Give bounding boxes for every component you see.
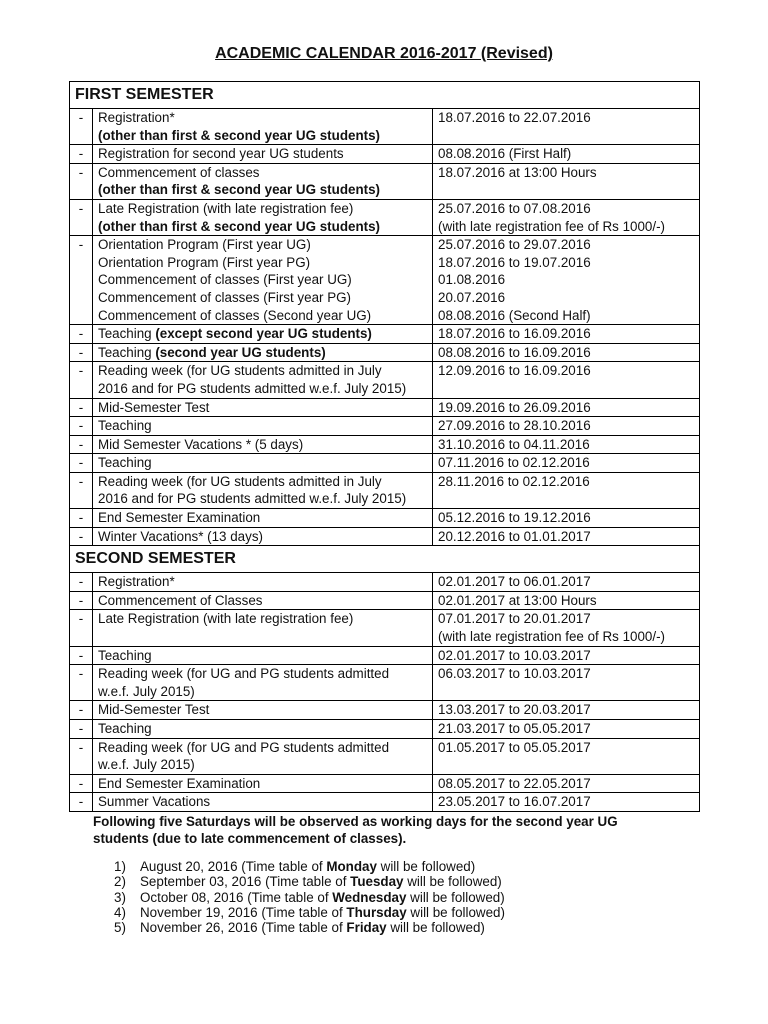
date-line: 21.03.2017 to 05.05.2017 [438, 721, 591, 736]
event-description [93, 509, 433, 528]
date-line: 07.11.2016 to 02.12.2016 [438, 455, 590, 471]
description-line [98, 775, 427, 793]
event-date [433, 701, 700, 720]
row-marker: - [70, 163, 93, 199]
event-date [433, 454, 700, 473]
row-marker: - [70, 573, 93, 592]
date-line: 19.09.2016 to 26.09.2016 [438, 399, 591, 415]
event-description [93, 610, 433, 646]
date-line: 01.08.2016 [438, 272, 506, 288]
description-bold-text: (other than first & second year UG students) [98, 127, 380, 143]
description-line [98, 756, 427, 774]
description-line [98, 509, 427, 527]
date-line: 23.05.2017 to 16.07.2017 [438, 794, 591, 810]
event-date [433, 398, 700, 417]
row-marker: - [70, 435, 93, 454]
description-bold-text: (other than first & second year UG students) [98, 218, 380, 234]
date-line: 31.10.2016 to 04.11.2016 [438, 436, 590, 452]
event-description [93, 109, 433, 145]
event-date [433, 720, 700, 739]
description-line [98, 417, 427, 435]
row-marker: - [70, 343, 93, 362]
description-text: Commencement of classes [98, 164, 260, 180]
list-item [114, 905, 505, 920]
description-line [98, 739, 427, 757]
description-line [98, 380, 427, 398]
date-line: 05.12.2016 to 19.12.2016 [438, 510, 591, 526]
row-marker: - [70, 591, 93, 610]
description-line [98, 307, 427, 325]
date-line: 20.12.2016 to 01.01.2017 [438, 528, 591, 544]
description-text: Orientation Program (First year UG) [98, 237, 311, 253]
event-description [93, 738, 433, 774]
event-description [93, 701, 433, 720]
date-line: 28.11.2016 to 02.12.2016 [438, 473, 590, 489]
event-description [93, 454, 433, 473]
list-item [114, 890, 505, 905]
row-marker: - [70, 109, 93, 145]
date-line: 18.07.2016 to 19.07.2016 [438, 254, 591, 270]
event-date [433, 362, 700, 398]
description-line [98, 399, 427, 417]
event-description [93, 527, 433, 546]
description-text: End Semester Examination [98, 510, 261, 526]
event-date [433, 509, 700, 528]
event-description [93, 720, 433, 739]
description-line [98, 236, 427, 254]
event-description [93, 646, 433, 665]
row-marker: - [70, 610, 93, 646]
description-line [98, 218, 427, 236]
event-date [433, 163, 700, 199]
table-row [70, 109, 700, 145]
row-marker: - [70, 398, 93, 417]
event-description [93, 573, 433, 592]
row-marker: - [70, 665, 93, 701]
event-date [433, 417, 700, 436]
description-text: w.e.f. July 2015) [98, 757, 195, 773]
semester-heading-row [70, 82, 700, 109]
date-line: (with late registration fee of Rs 1000/-) [438, 629, 666, 645]
timetable-day: Monday [326, 859, 377, 874]
table-row [70, 325, 700, 344]
description-text: Late Registration (with late registration fee) [98, 200, 354, 216]
saturday-suffix-text: will be followed) [406, 889, 505, 905]
date-line: 12.09.2016 to 16.09.2016 [438, 363, 591, 379]
date-line: 13.03.2017 to 20.03.2017 [438, 702, 591, 718]
description-text: Late Registration (with late registration fee) [98, 611, 354, 627]
event-date [433, 573, 700, 592]
description-text: Commencement of classes (Second year UG) [98, 307, 372, 323]
timetable-day: Friday [346, 920, 387, 936]
event-date [433, 793, 700, 812]
date-line: 06.03.2017 to 10.03.2017 [438, 666, 591, 682]
description-line [98, 701, 427, 719]
description-line [98, 271, 427, 289]
description-line [98, 793, 427, 811]
list-item [114, 920, 505, 935]
row-marker: - [70, 417, 93, 436]
description-bold-text: (other than first & second year UG students) [98, 182, 380, 198]
row-marker: - [70, 509, 93, 528]
description-text: w.e.f. July 2015) [98, 683, 195, 699]
event-description [93, 591, 433, 610]
event-date [433, 145, 700, 164]
description-text: Reading week (for UG and PG students admitted [98, 739, 390, 755]
date-line: 25.07.2016 to 29.07.2016 [438, 237, 591, 253]
event-date [433, 738, 700, 774]
date-line: 18.07.2016 to 16.09.2016 [438, 326, 591, 342]
description-text: Mid Semester Vacations * (5 days) [98, 436, 304, 452]
description-line [98, 473, 427, 491]
saturday-suffix-text: will be followed) [376, 859, 476, 874]
description-text: Commencement of classes (First year PG) [98, 289, 351, 305]
list-number: 2) [114, 874, 126, 890]
table-row [70, 362, 700, 398]
date-line: 08.08.2016 (First Half) [438, 146, 572, 162]
saturday-suffix-text: will be followed) [406, 904, 505, 920]
description-line [98, 127, 427, 145]
description-line [98, 164, 427, 182]
description-line [98, 454, 427, 472]
event-date [433, 527, 700, 546]
description-line [98, 647, 427, 665]
date-line: 08.08.2016 (Second Half) [438, 307, 591, 323]
description-text: 2016 and for PG students admitted w.e.f. July 2015) [98, 380, 407, 396]
event-date [433, 109, 700, 145]
table-row [70, 573, 700, 592]
page-title: ACADEMIC CALENDAR 2016-2017 (Revised) [215, 45, 553, 62]
table-row [70, 199, 700, 235]
timetable-day: Wednesday [332, 889, 407, 905]
description-line [98, 362, 427, 380]
description-text: Mid-Semester Test [98, 399, 210, 415]
event-date [433, 665, 700, 701]
table-row [70, 509, 700, 528]
list-number: 5) [114, 920, 126, 936]
event-description [93, 774, 433, 793]
calendar-table [69, 81, 700, 812]
date-line: 02.01.2017 to 10.03.2017 [438, 647, 591, 663]
event-date [433, 236, 700, 325]
description-text: Registration* [98, 110, 175, 125]
event-date [433, 610, 700, 646]
list-item [114, 874, 505, 889]
semester-heading: FIRST SEMESTER [70, 82, 700, 109]
table-row [70, 527, 700, 546]
description-line [98, 490, 427, 508]
description-line [98, 610, 427, 628]
table-row [70, 720, 700, 739]
description-text: Registration for second year UG students [98, 146, 344, 162]
date-line: 08.05.2017 to 22.05.2017 [438, 775, 591, 791]
row-marker: - [70, 720, 93, 739]
event-description [93, 665, 433, 701]
table-row [70, 591, 700, 610]
description-text: Reading week (for UG students admitted in July [98, 363, 382, 379]
table-row [70, 398, 700, 417]
row-marker: - [70, 701, 93, 720]
date-line: 02.01.2017 to 06.01.2017 [438, 574, 591, 590]
event-date [433, 591, 700, 610]
row-marker: - [70, 646, 93, 665]
event-description [93, 199, 433, 235]
description-line [98, 254, 427, 272]
list-number: 1) [114, 859, 126, 874]
description-bold-text: (except second year UG students) [155, 326, 372, 342]
table-row [70, 145, 700, 164]
description-line [98, 528, 427, 546]
row-marker: - [70, 793, 93, 812]
table-row [70, 665, 700, 701]
description-line [98, 436, 427, 454]
date-line: 20.07.2016 [438, 289, 506, 305]
row-marker: - [70, 738, 93, 774]
description-text: Commencement of Classes [98, 592, 263, 608]
description-text: Registration* [98, 574, 175, 590]
description-text: End Semester Examination [98, 775, 261, 791]
table-row [70, 472, 700, 508]
description-line [98, 720, 427, 738]
description-bold-text: (second year UG students) [155, 344, 326, 360]
row-marker: - [70, 527, 93, 546]
description-text: Teaching [98, 326, 156, 342]
event-description [93, 435, 433, 454]
description-text: Teaching [98, 647, 152, 663]
event-description [93, 236, 433, 325]
description-line [98, 181, 427, 199]
event-description [93, 325, 433, 344]
event-description [93, 398, 433, 417]
event-description [93, 145, 433, 164]
description-line [98, 289, 427, 307]
date-line: 08.08.2016 to 16.09.2016 [438, 344, 591, 360]
description-text: Teaching [98, 344, 156, 360]
description-line [98, 109, 427, 127]
description-line [98, 344, 427, 362]
row-marker: - [70, 454, 93, 473]
date-line: 01.05.2017 to 05.05.2017 [438, 739, 591, 755]
date-line: 18.07.2016 at 13:00 Hours [438, 164, 597, 180]
table-row [70, 417, 700, 436]
event-date [433, 199, 700, 235]
table-row [70, 435, 700, 454]
description-line [98, 592, 427, 610]
table-row [70, 610, 700, 646]
calendar-body [70, 82, 700, 812]
event-date [433, 646, 700, 665]
list-item [114, 859, 505, 874]
saturday-note: Following five Saturdays will be observed as working days for the second year UG students (due to late commencement of classes). [93, 814, 618, 846]
event-description [93, 362, 433, 398]
table-row [70, 793, 700, 812]
event-date [433, 472, 700, 508]
description-text: Commencement of classes (First year UG) [98, 272, 352, 288]
event-description [93, 793, 433, 812]
table-row [70, 343, 700, 362]
timetable-day: Thursday [346, 904, 407, 920]
description-text: Summer Vacations [98, 794, 211, 810]
table-row [70, 454, 700, 473]
semester-heading: SECOND SEMESTER [70, 546, 700, 573]
table-row [70, 236, 700, 325]
row-marker: - [70, 362, 93, 398]
saturday-date-text: August 20, 2016 (Time table of [140, 859, 327, 874]
saturday-list [114, 859, 505, 935]
list-number: 3) [114, 889, 126, 905]
description-text: Teaching [98, 455, 152, 471]
row-marker: - [70, 145, 93, 164]
event-description [93, 472, 433, 508]
date-line: 02.01.2017 at 13:00 Hours [438, 592, 597, 608]
saturday-date-text: November 26, 2016 (Time table of [140, 920, 347, 936]
description-text: Mid-Semester Test [98, 702, 210, 718]
semester-heading-row [70, 546, 700, 573]
description-line [98, 200, 427, 218]
table-row [70, 701, 700, 720]
description-text: Winter Vacations* (13 days) [98, 528, 263, 544]
description-line [98, 573, 427, 591]
row-marker: - [70, 199, 93, 235]
event-date [433, 325, 700, 344]
date-line: 25.07.2016 to 07.08.2016 [438, 200, 591, 216]
table-row [70, 646, 700, 665]
description-text: 2016 and for PG students admitted w.e.f. July 2015) [98, 491, 407, 507]
event-date [433, 435, 700, 454]
event-date [433, 343, 700, 362]
description-text: Orientation Program (First year PG) [98, 254, 311, 270]
event-description [93, 163, 433, 199]
saturday-suffix-text: will be followed) [403, 874, 502, 890]
row-marker: - [70, 236, 93, 325]
saturday-suffix-text: will be followed) [386, 920, 485, 936]
description-text: Teaching [98, 418, 152, 434]
table-row [70, 774, 700, 793]
description-line [98, 665, 427, 683]
description-text: Reading week (for UG students admitted in July [98, 473, 382, 489]
description-line [98, 325, 427, 343]
row-marker: - [70, 774, 93, 793]
description-line [98, 145, 427, 163]
date-line: 18.07.2016 to 22.07.2016 [438, 110, 591, 125]
description-text: Teaching [98, 721, 152, 736]
event-description [93, 343, 433, 362]
row-marker: - [70, 325, 93, 344]
row-marker: - [70, 472, 93, 508]
event-date [433, 774, 700, 793]
timetable-day: Tuesday [350, 874, 404, 890]
description-line [98, 683, 427, 701]
date-line: (with late registration fee of Rs 1000/-) [438, 218, 666, 234]
list-number: 4) [114, 904, 126, 920]
saturday-date-text: September 03, 2016 (Time table of [140, 874, 351, 890]
description-text: Reading week (for UG and PG students admitted [98, 666, 390, 682]
date-line: 27.09.2016 to 28.10.2016 [438, 418, 591, 434]
table-row [70, 163, 700, 199]
saturday-date-text: October 08, 2016 (Time table of [140, 889, 333, 905]
event-description [93, 417, 433, 436]
table-row [70, 738, 700, 774]
date-line: 07.01.2017 to 20.01.2017 [438, 611, 591, 627]
saturday-date-text: November 19, 2016 (Time table of [140, 904, 347, 920]
